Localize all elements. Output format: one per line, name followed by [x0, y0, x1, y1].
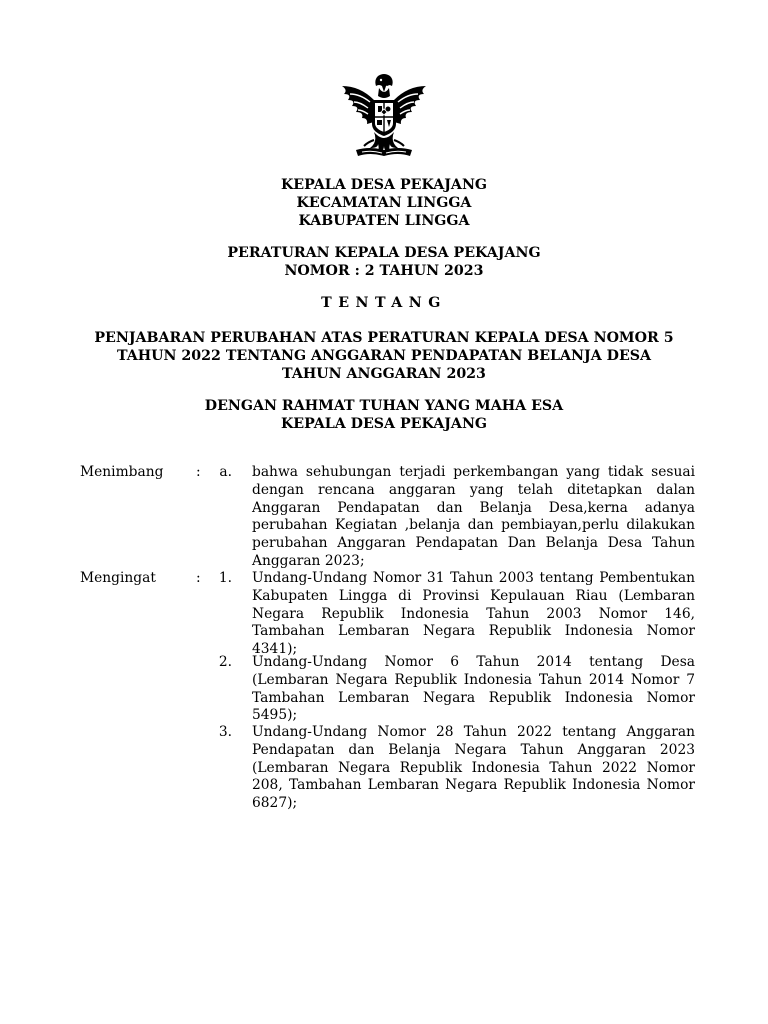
- regulation-title-block: [0, 244, 768, 280]
- institution-header: [0, 176, 768, 230]
- mengingat-marker-2: 2.: [218, 654, 232, 670]
- mengingat-item-3: Undang-Undang Nomor 28 Tahun 2022 tentang Anggaran Pendapatan dan Belanja Negara Tahun Anggaran 2023 (Lembaran Negara Republik Indonesia Tahun 2022 Nomor 208, Tambahan Lembaran Negara Republik Indonesia Nomor 6827);: [252, 724, 695, 812]
- about-label-text: TENTANG: [321, 295, 447, 311]
- subject-line-3: TAHUN ANGGARAN 2023: [282, 366, 486, 382]
- mengingat-label: Mengingat: [80, 570, 156, 586]
- header-line-2: KECAMATAN LINGGA: [296, 195, 472, 211]
- header-line-1: KEPALA DESA PEKAJANG: [280, 177, 488, 193]
- regulation-number: NOMOR : 2 TAHUN 2023: [284, 263, 484, 279]
- mengingat-item-1: Undang-Undang Nomor 31 Tahun 2003 tentang Pembentukan Kabupaten Lingga di Provinsi Kepulauan Riau (Lembaran Negara Republik Indonesia Tahun 2003 Nomor 146, Tambahan Lembaran Negara Republik Indonesia Nomor 4341);: [252, 570, 695, 658]
- header-line-3: KABUPATEN LINGGA: [298, 213, 470, 229]
- subject-block: [0, 329, 768, 383]
- mengingat-marker-1: 1.: [218, 570, 232, 586]
- invocation-block: [0, 397, 768, 433]
- menimbang-marker-a: a.: [219, 464, 232, 480]
- about-label: [0, 294, 768, 312]
- menimbang-item-a: bahwa sehubungan terjadi perkembangan yang tidak sesuai dengan rencana anggaran yang telah ditetapkan dalan Anggaran Pendapatan dan Belanja Desa,kerna adanya perubahan Kegiatan ,belanja dan pembiayan,perlu dilakukan perubahan Anggaran Pendapatan Dan Belanja Desa Tahun Anggaran 2023;: [252, 464, 695, 569]
- subject-line-1: PENJABARAN PERUBAHAN ATAS PERATURAN KEPALA DESA NOMOR 5: [94, 330, 674, 346]
- menimbang-colon: :: [196, 464, 201, 480]
- menimbang-label: Menimbang: [80, 464, 164, 480]
- invocation-line-2: KEPALA DESA PEKAJANG: [280, 416, 488, 432]
- mengingat-item-2: Undang-Undang Nomor 6 Tahun 2014 tentang Desa (Lembaran Negara Republik Indonesia Tahun 2014 Nomor 7 Tambahan Lembaran Negara Republik Indonesia Nomor 5495);: [252, 654, 695, 724]
- subject-line-2: TAHUN 2022 TENTANG ANGGARAN PENDAPATAN BELANJA DESA: [116, 348, 652, 364]
- garuda-emblem-icon: [334, 72, 434, 164]
- regulation-title: PERATURAN KEPALA DESA PEKAJANG: [227, 245, 541, 261]
- invocation-line-1: DENGAN RAHMAT TUHAN YANG MAHA ESA: [204, 398, 564, 414]
- mengingat-marker-3: 3.: [218, 724, 232, 740]
- mengingat-colon: :: [196, 570, 201, 586]
